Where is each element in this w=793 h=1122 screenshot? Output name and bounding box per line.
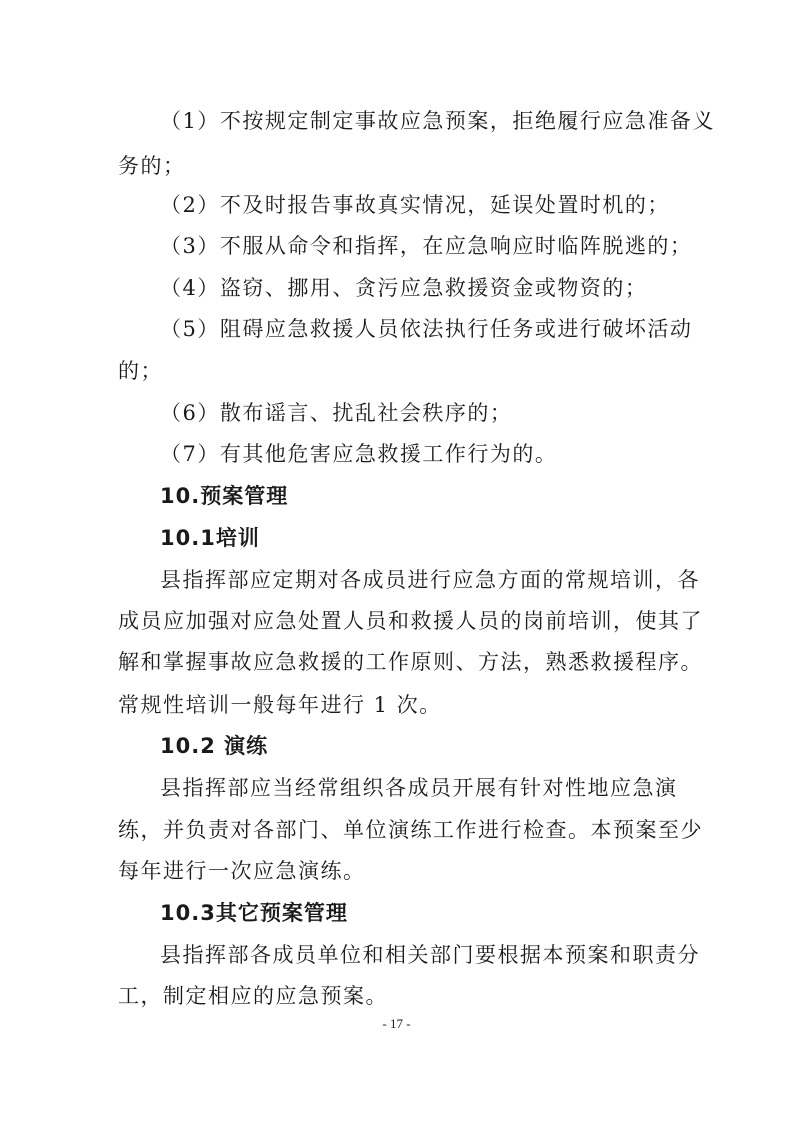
list-item-1-line-2: 务的； [118, 154, 186, 178]
page-number: - 17 - [382, 1016, 411, 1031]
list-item-6: （6）散布谣言、扰乱社会秩序的； [160, 401, 513, 425]
paragraph-training-line-2: 成员应加强对应急处置人员和救援人员的岗前培训，使其了 [118, 609, 703, 633]
paragraph-training-line-1: 县指挥部应定期对各成员进行应急方面的常规培训，各 [160, 568, 700, 592]
paragraph-other-plans-line-2: 工，制定相应的应急预案。 [118, 984, 388, 1008]
paragraph-drill-line-3: 每年进行一次应急演练。 [118, 859, 366, 883]
paragraph-drill-line-1: 县指挥部应当经常组织各成员开展有针对性地应急演 [160, 776, 678, 800]
subsection-heading-10-3: 10.3其它预案管理 [160, 901, 348, 925]
section-heading-10: 10.预案管理 [160, 484, 289, 508]
list-item-1-line-1: （1）不按规定制定事故应急预案，拒绝履行应急准备义 [160, 109, 715, 133]
list-item-5-line-2: 的； [118, 359, 163, 383]
paragraph-training-line-3: 解和掌握事故应急救援的工作原则、方法，熟悉救援程序。 [118, 650, 703, 674]
list-item-4: （4）盗窃、挪用、贪污应急救援资金或物资的； [160, 276, 648, 300]
subsection-heading-10-2: 10.2 演练 [160, 734, 269, 758]
paragraph-other-plans-line-1: 县指挥部各成员单位和相关部门要根据本预案和职责分 [160, 943, 700, 967]
list-item-5-line-1: （5）阻碍应急救援人员依法执行任务或进行破坏活动 [160, 317, 693, 341]
paragraph-drill-line-2: 练，并负责对各部门、单位演练工作进行检查。本预案至少 [118, 818, 703, 842]
list-item-3: （3）不服从命令和指挥，在应急响应时临阵脱逃的； [160, 234, 693, 258]
list-item-2: （2）不及时报告事故真实情况，延误处置时机的； [160, 193, 670, 217]
subsection-heading-10-1: 10.1培训 [160, 526, 260, 550]
list-item-7: （7）有其他危害应急救援工作行为的。 [160, 442, 558, 466]
paragraph-training-line-4: 常规性培训一般每年进行 1 次。 [118, 693, 442, 717]
